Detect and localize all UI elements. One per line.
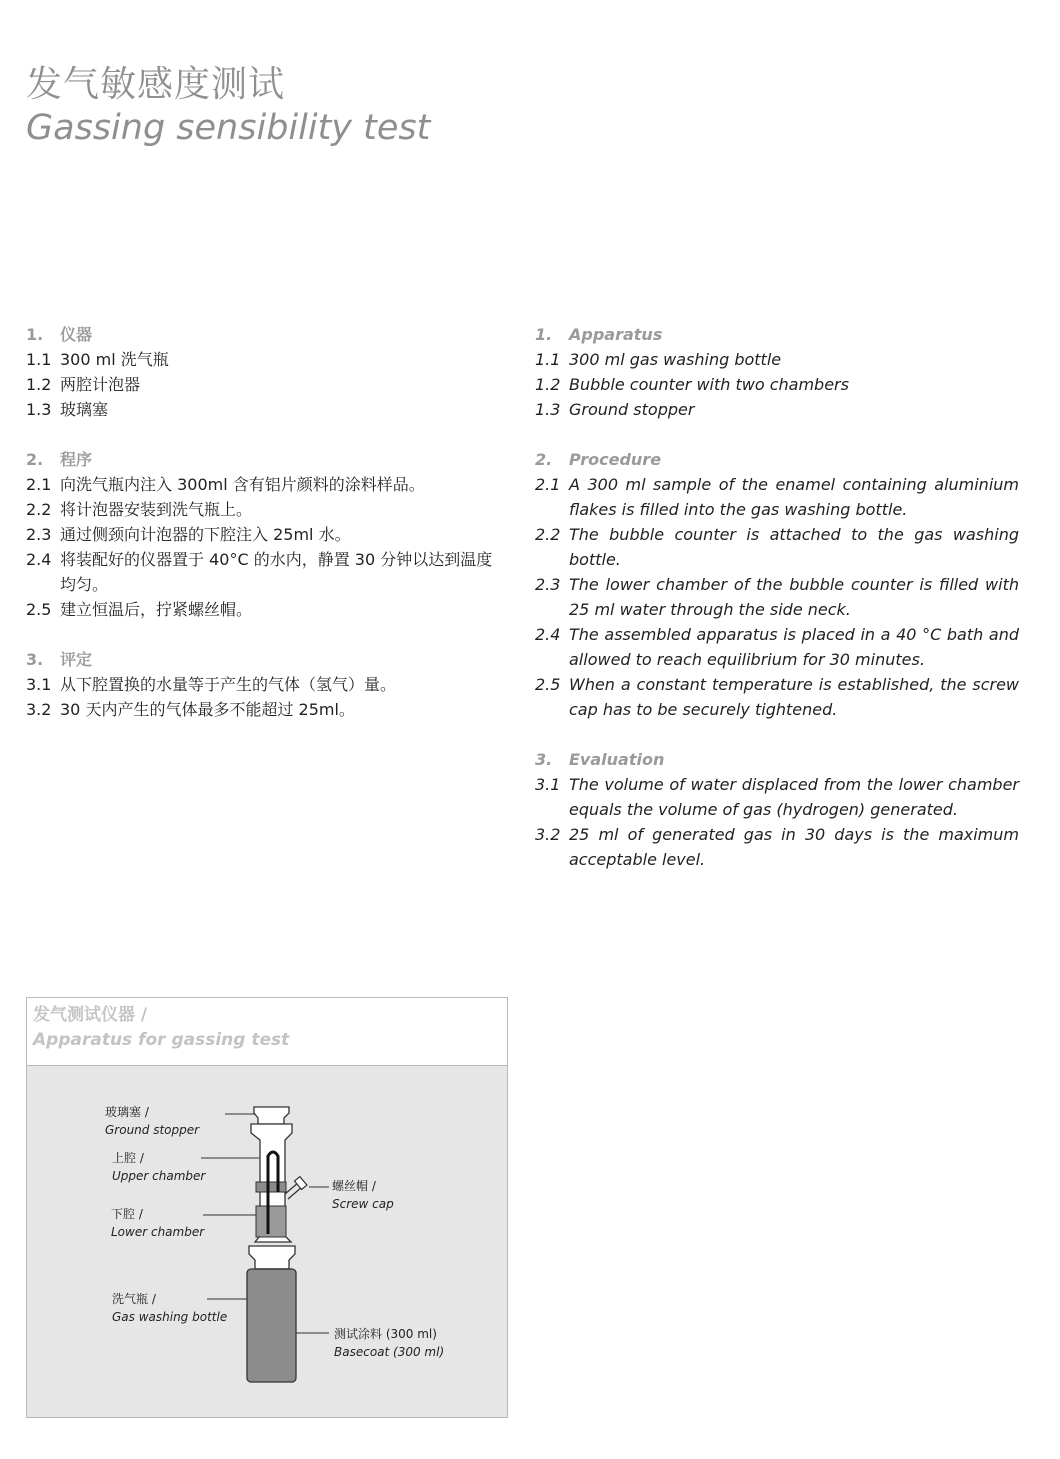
ground-stopper-shape — [254, 1107, 289, 1124]
list-item: 3.1 The volume of water displaced from the lower chamber equals the volume of gas (hydrogen) generated. — [535, 775, 1019, 819]
list-item: 2.3 The lower chamber of the bubble counter is filled with 25 ml water through the side neck. — [535, 575, 1019, 619]
list-item: 1.3 玻璃塞 — [26, 400, 109, 419]
list-item: 2.4 将装配好的仪器置于 40°C 的水内，静置 30 分钟以达到温度均匀。 — [26, 550, 493, 594]
label-upper-chamber: 上腔 / Upper chamber — [112, 1151, 206, 1183]
list-item: 2.2 The bubble counter is attached to the gas washing bottle. — [535, 525, 1019, 569]
list-item: 2.5 When a constant temperature is established, the screw cap has to be securely tightened. — [535, 675, 1019, 719]
section-heading: 2. Procedure — [535, 450, 662, 469]
list-item: 1.3 Ground stopper — [535, 400, 695, 419]
label-ground-stopper: 玻璃塞 / Ground stopper — [105, 1105, 200, 1137]
label-lower-chamber: 下腔 / Lower chamber — [111, 1207, 205, 1239]
english-column — [535, 322, 1019, 872]
section-heading: 1. 仪器 — [26, 325, 93, 344]
figure-caption — [27, 998, 507, 1066]
section-heading: 3. 评定 — [26, 650, 93, 669]
lower-chamber-water — [256, 1206, 286, 1237]
list-item: 3.1 从下腔置换的水量等于产生的气体（氢气）量。 — [26, 675, 397, 694]
upper-chamber-water — [256, 1182, 286, 1192]
list-item: 1.2 Bubble counter with two chambers — [535, 375, 849, 394]
list-item: 2.2 将计泡器安装到洗气瓶上。 — [26, 500, 253, 519]
label-screw-cap: 螺丝帽 / Screw cap — [332, 1179, 394, 1211]
list-item: 1.2 两腔计泡器 — [26, 375, 141, 394]
list-item: 2.3 通过侧颈向计泡器的下腔注入 25ml 水。 — [26, 525, 351, 544]
screw-cap-shape — [294, 1177, 306, 1190]
apparatus-drawing — [27, 1066, 507, 1417]
figure-diagram — [27, 1066, 507, 1417]
list-item: 2.5 建立恒温后，拧紧螺丝帽。 — [26, 600, 253, 619]
label-basecoat: 测试涂料 (300 ml) Basecoat (300 ml) — [334, 1327, 445, 1359]
page-title-chinese: 发气敏感度测试 — [26, 64, 286, 105]
list-item: 3.2 30 天内产生的气体最多不能超过 25ml。 — [26, 700, 355, 719]
label-gas-washing-bottle: 洗气瓶 / Gas washing bottle — [112, 1292, 228, 1324]
figure-title-english: Apparatus for gassing test — [33, 1030, 290, 1050]
list-item: 2.1 A 300 ml sample of the enamel containing aluminium flakes is filled into the gas washing bottle. — [535, 475, 1019, 519]
list-item: 1.1 300 ml 洗气瓶 — [26, 350, 169, 369]
list-item: 2.1 向洗气瓶内注入 300ml 含有铝片颜料的涂料样品。 — [26, 475, 425, 494]
joint-ring — [249, 1246, 295, 1269]
section-heading: 1. Apparatus — [535, 325, 663, 344]
list-item: 1.1 300 ml gas washing bottle — [535, 350, 782, 369]
bottle-shape — [247, 1269, 296, 1382]
list-item: 3.2 25 ml of generated gas in 30 days is the maximum acceptable level. — [535, 825, 1019, 869]
page-title-english: Gassing sensibility test — [26, 108, 431, 148]
apparatus-figure — [26, 997, 508, 1418]
chinese-column — [26, 322, 501, 722]
section-heading: 2. 程序 — [26, 450, 93, 469]
figure-title-chinese: 发气测试仪器 / — [33, 1005, 148, 1025]
section-heading: 3. Evaluation — [535, 750, 665, 769]
list-item: 2.4 The assembled apparatus is placed in a 40 °C bath and allowed to reach equilibrium for 30 minutes. — [535, 625, 1019, 669]
